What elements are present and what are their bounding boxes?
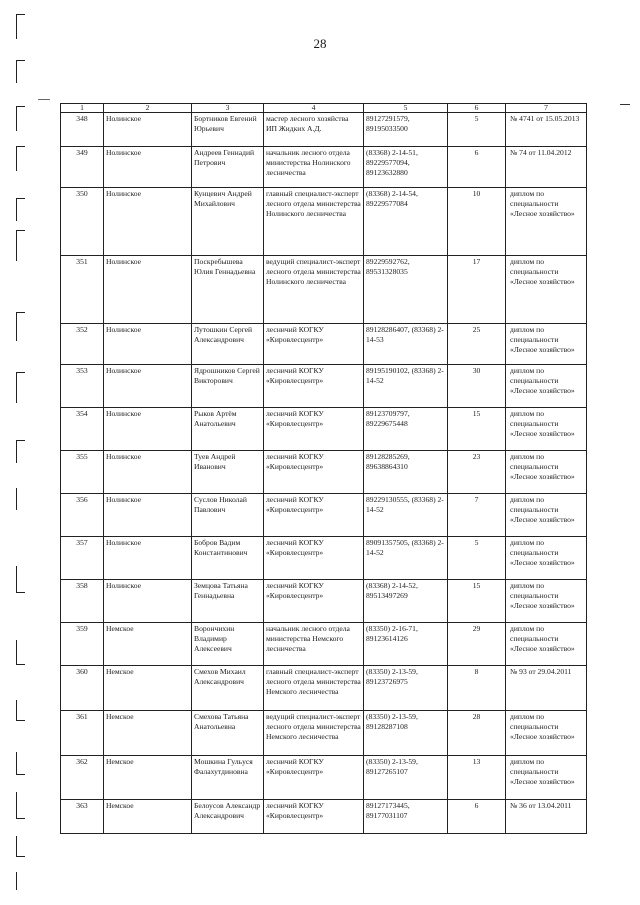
- cell-document: диплом по специальности «Лесное хозяйство»: [506, 580, 587, 623]
- cell-experience: 23: [448, 451, 506, 494]
- registry-table: [60, 103, 587, 834]
- cell-position: начальник лесного отдела министерства Нолинского лесничества: [264, 147, 364, 188]
- cell-name: Туев Андрей Иванович: [192, 451, 264, 494]
- binding-mark: [16, 230, 25, 261]
- cell-experience: 15: [448, 580, 506, 623]
- cell-document: № 36 от 13.04.2011: [506, 800, 587, 834]
- cell-position: лесничий КОГКУ «Кировлесцентр»: [264, 580, 364, 623]
- cell-document: диплом по специальности «Лесное хозяйство»: [506, 256, 587, 324]
- cell-number: 361: [61, 711, 104, 756]
- table-row: [61, 756, 587, 800]
- cell-district: Немское: [104, 711, 192, 756]
- cell-district: Нолинское: [104, 451, 192, 494]
- scan-dash: [38, 99, 50, 100]
- column-header: 2: [104, 104, 192, 113]
- cell-name: Мошкина Гульуся Фалахутдиновна: [192, 756, 264, 800]
- cell-district: Нолинское: [104, 147, 192, 188]
- cell-document: № 74 от 11.04.2012: [506, 147, 587, 188]
- cell-position: лесничий КОГКУ «Кировлесцентр»: [264, 324, 364, 365]
- cell-district: Нолинское: [104, 256, 192, 324]
- table-row: [61, 711, 587, 756]
- cell-experience: 10: [448, 188, 506, 256]
- cell-phone: 89127291579, 89195033500: [364, 113, 448, 147]
- cell-position: лесничий КОГКУ «Кировлесцентр»: [264, 494, 364, 537]
- cell-document: № 93 от 29.04.2011: [506, 666, 587, 711]
- binding-mark: [16, 106, 25, 131]
- cell-position: главный специалист-эксперт лесного отдела министерства Немского лесничества: [264, 666, 364, 711]
- table-row: [61, 188, 587, 256]
- cell-district: Немское: [104, 666, 192, 711]
- cell-position: лесничий КОГКУ «Кировлесцентр»: [264, 408, 364, 451]
- cell-number: 354: [61, 408, 104, 451]
- cell-position: мастер лесного хозяйства ИП Жидких А.Д.: [264, 113, 364, 147]
- binding-mark: [16, 640, 25, 665]
- table-row: [61, 451, 587, 494]
- cell-phone: (83368) 2-14-51, 89229577094, 89123632880: [364, 147, 448, 188]
- cell-district: Немское: [104, 800, 192, 834]
- cell-name: Бобров Вадим Константинович: [192, 537, 264, 580]
- cell-position: лесничий КОГКУ «Кировлесцентр»: [264, 537, 364, 580]
- column-header: 7: [506, 104, 587, 113]
- column-header: 6: [448, 104, 506, 113]
- cell-name: Лутошкин Сергей Александрович: [192, 324, 264, 365]
- cell-district: Нолинское: [104, 365, 192, 408]
- table-row: [61, 494, 587, 537]
- cell-number: 363: [61, 800, 104, 834]
- cell-phone: 89229592762, 89531328035: [364, 256, 448, 324]
- cell-experience: 28: [448, 711, 506, 756]
- cell-phone: 89128286407, (83368) 2-14-53: [364, 324, 448, 365]
- cell-name: Рыков Артём Анатольевич: [192, 408, 264, 451]
- binding-mark: [16, 752, 25, 775]
- cell-district: Нолинское: [104, 580, 192, 623]
- table-row: [61, 623, 587, 666]
- cell-experience: 8: [448, 666, 506, 711]
- cell-phone: (83350) 2-13-59, 89127265107: [364, 756, 448, 800]
- cell-district: Нолинское: [104, 494, 192, 537]
- cell-district: Немское: [104, 623, 192, 666]
- cell-number: 357: [61, 537, 104, 580]
- cell-number: 351: [61, 256, 104, 324]
- cell-position: лесничий КОГКУ «Кировлесцентр»: [264, 800, 364, 834]
- cell-name: Смехов Михаил Александрович: [192, 666, 264, 711]
- cell-experience: 15: [448, 408, 506, 451]
- cell-phone: 89229130555, (83368) 2-14-52: [364, 494, 448, 537]
- cell-number: 359: [61, 623, 104, 666]
- column-header: 5: [364, 104, 448, 113]
- cell-district: Нолинское: [104, 408, 192, 451]
- cell-position: лесничий КОГКУ «Кировлесцентр»: [264, 365, 364, 408]
- cell-number: 353: [61, 365, 104, 408]
- cell-number: 360: [61, 666, 104, 711]
- table-row: [61, 147, 587, 188]
- cell-document: № 4741 от 15.05.2013: [506, 113, 587, 147]
- cell-document: диплом по специальности «Лесное хозяйство»: [506, 365, 587, 408]
- binding-mark: [16, 836, 25, 857]
- cell-name: Ядрошников Сергей Викторович: [192, 365, 264, 408]
- cell-district: Нолинское: [104, 113, 192, 147]
- binding-mark: [16, 872, 25, 890]
- cell-phone: (83350) 2-13-59, 89123726975: [364, 666, 448, 711]
- cell-number: 349: [61, 147, 104, 188]
- table-row: [61, 666, 587, 711]
- binding-mark: [16, 198, 25, 221]
- binding-mark: [16, 146, 25, 171]
- cell-number: 352: [61, 324, 104, 365]
- cell-name: Белоусов Александр Александрович: [192, 800, 264, 834]
- cell-position: лесничий КОГКУ «Кировлесцентр»: [264, 451, 364, 494]
- cell-document: диплом по специальности «Лесное хозяйство»: [506, 711, 587, 756]
- cell-district: Немское: [104, 756, 192, 800]
- table-row: [61, 408, 587, 451]
- cell-name: Поскребышева Юлия Геннадьевна: [192, 256, 264, 324]
- cell-experience: 6: [448, 800, 506, 834]
- binding-mark: [16, 312, 25, 341]
- table-row: [61, 365, 587, 408]
- cell-position: начальник лесного отдела министерства Немского лесничества: [264, 623, 364, 666]
- cell-district: Нолинское: [104, 188, 192, 256]
- cell-experience: 7: [448, 494, 506, 537]
- binding-mark: [16, 700, 25, 721]
- cell-experience: 6: [448, 147, 506, 188]
- cell-phone: (83368) 2-14-52, 89513497269: [364, 580, 448, 623]
- cell-district: Нолинское: [104, 324, 192, 365]
- binding-mark: [16, 440, 25, 463]
- cell-experience: 29: [448, 623, 506, 666]
- cell-document: диплом по специальности «Лесное хозяйство»: [506, 623, 587, 666]
- column-header: 3: [192, 104, 264, 113]
- table-row: [61, 113, 587, 147]
- binding-mark: [16, 14, 25, 39]
- cell-experience: 30: [448, 365, 506, 408]
- cell-position: ведущий специалист-эксперт лесного отдела министерства Немского лесничества: [264, 711, 364, 756]
- cell-phone: 89123709797, 89229675448: [364, 408, 448, 451]
- binding-mark: [16, 792, 25, 819]
- header-row: [61, 104, 587, 113]
- cell-name: Земцова Татьяна Геннадьевна: [192, 580, 264, 623]
- cell-name: Ворончихин Владимир Алексеевич: [192, 623, 264, 666]
- binding-mark: [16, 566, 25, 593]
- cell-document: диплом по специальности «Лесное хозяйство»: [506, 324, 587, 365]
- column-header: 1: [61, 104, 104, 113]
- cell-phone: 89128285269, 89638864310: [364, 451, 448, 494]
- cell-name: Суслов Николай Павлович: [192, 494, 264, 537]
- cell-phone: 89091357505, (83368) 2-14-52: [364, 537, 448, 580]
- cell-name: Бортников Евгений Юрьевич: [192, 113, 264, 147]
- cell-phone: 89127173445, 89177031107: [364, 800, 448, 834]
- cell-phone: (83350) 2-13-59, 89128287108: [364, 711, 448, 756]
- cell-document: диплом по специальности «Лесное хозяйство»: [506, 537, 587, 580]
- cell-document: диплом по специальности «Лесное хозяйство»: [506, 408, 587, 451]
- cell-document: диплом по специальности «Лесное хозяйство»: [506, 756, 587, 800]
- cell-experience: 25: [448, 324, 506, 365]
- binding-marks: [0, 0, 40, 905]
- binding-mark: [16, 488, 25, 510]
- table-row: [61, 800, 587, 834]
- table-row: [61, 324, 587, 365]
- table-row: [61, 580, 587, 623]
- cell-experience: 5: [448, 537, 506, 580]
- cell-district: Нолинское: [104, 537, 192, 580]
- cell-experience: 13: [448, 756, 506, 800]
- cell-experience: 5: [448, 113, 506, 147]
- cell-number: 358: [61, 580, 104, 623]
- cell-number: 348: [61, 113, 104, 147]
- cell-document: диплом по специальности «Лесное хозяйство»: [506, 494, 587, 537]
- cell-name: Андреев Геннадий Петрович: [192, 147, 264, 188]
- cell-experience: 17: [448, 256, 506, 324]
- cell-position: ведущий специалист-эксперт лесного отдела министерства Нолинского лесничества: [264, 256, 364, 324]
- table-row: [61, 256, 587, 324]
- cell-phone: 89195190102, (83368) 2-14-52: [364, 365, 448, 408]
- cell-name: Смехова Татьяна Анатольевна: [192, 711, 264, 756]
- binding-mark: [16, 372, 25, 403]
- cell-name: Кунцевич Андрей Михайлович: [192, 188, 264, 256]
- cell-number: 356: [61, 494, 104, 537]
- cell-phone: (83368) 2-14-54, 89229577084: [364, 188, 448, 256]
- cell-position: главный специалист-эксперт лесного отдела министерства Нолинского лесничества: [264, 188, 364, 256]
- binding-mark: [16, 60, 25, 83]
- cell-document: диплом по специальности «Лесное хозяйство»: [506, 188, 587, 256]
- column-header: 4: [264, 104, 364, 113]
- cell-number: 362: [61, 756, 104, 800]
- page-number: 28: [313, 36, 327, 51]
- cell-phone: (83350) 2-16-71, 89123614126: [364, 623, 448, 666]
- cell-position: лесничий КОГКУ «Кировлесцентр»: [264, 756, 364, 800]
- table-row: [61, 537, 587, 580]
- cell-number: 350: [61, 188, 104, 256]
- cell-document: диплом по специальности «Лесное хозяйство»: [506, 451, 587, 494]
- scan-dash: [620, 104, 630, 105]
- cell-number: 355: [61, 451, 104, 494]
